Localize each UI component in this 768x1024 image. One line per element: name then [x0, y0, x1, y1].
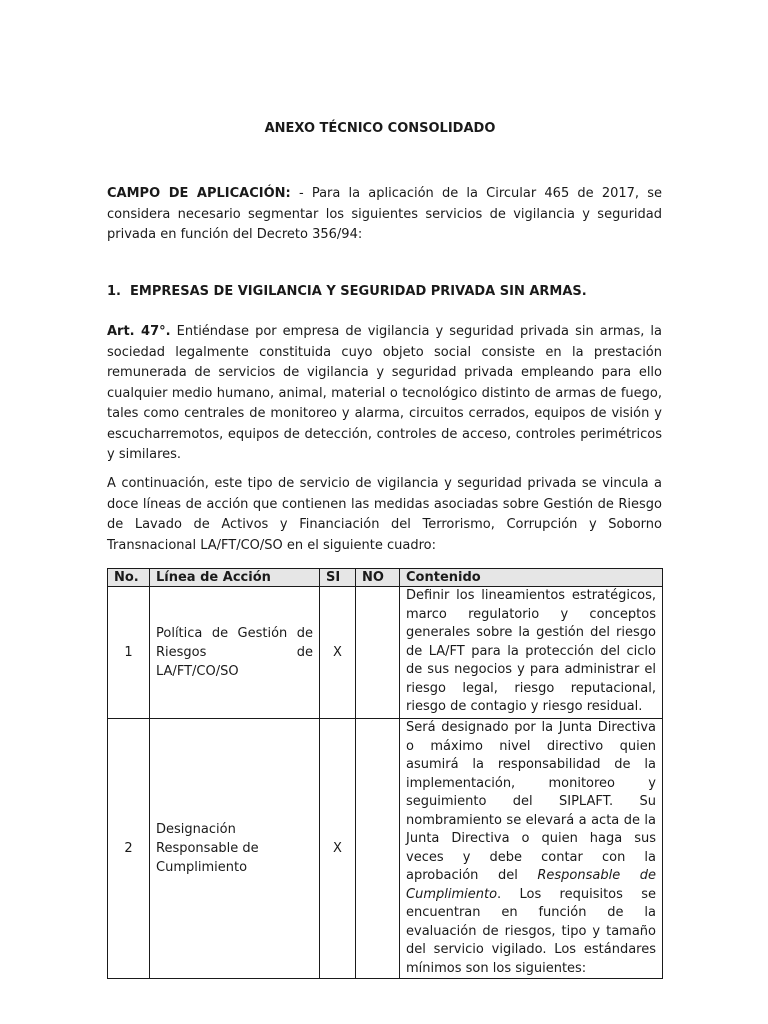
cell-si: X: [320, 587, 356, 719]
action-lines-table: [107, 568, 663, 979]
cell-contenido: [400, 719, 663, 979]
cell-linea: Política de Gestión de Riesgos de LA/FT/CO/SO: [150, 587, 320, 719]
table-row: [108, 719, 663, 979]
article-label: Art. 47°.: [107, 324, 171, 339]
article-text: Entiéndase por empresa de vigilancia y seguridad privada sin armas, la sociedad legalmente constituida cuyo objeto social consiste en la prestación remunerada de servicios de vigilancia y seguridad privada empleando para ello cualquier medio humano, animal, material o tecnológico distinto de armas de fuego, tales como centrales de monitoreo y alarma, circuitos cerrados, equipos de visión y escucharremotos, equipos de detección, controles de acceso, controles perimétricos y similares.: [107, 324, 662, 462]
cell-nocol: [356, 587, 400, 719]
header-si: SI: [320, 569, 356, 587]
contenido-part-a: Será designado por la Junta Directiva o máximo nivel directivo quien asumirá la responsabilidad de la implementación, monitoreo y seguimiento del SIPLAFT. Su nombramiento se elevará a acta de la Junta Directiva o quien haga sus veces y debe contar con la aprobación del: [406, 720, 656, 883]
article-paragraph: [107, 322, 662, 466]
header-contenido: Contenido: [400, 569, 663, 587]
cell-contenido: Definir los lineamientos estratégicos, marco regulatorio y conceptos generales sobre la gestión del riesgo de LA/FT para la protección del ciclo de sus negocios y para administrar el riesgo legal, riesgo reputacional, riesgo de contagio y riesgo residual.: [400, 587, 663, 719]
table-header-row: [108, 569, 663, 587]
document-title: ANEXO TÉCNICO CONSOLIDADO: [264, 121, 496, 136]
contenido-emphasis: Responsable de Cumplimiento: [406, 868, 656, 902]
campo-text: - Para la aplicación de la Circular 465 de 2017, se considera necesario segmentar los siguientes servicios de vigilancia y seguridad privada en función del Decreto 356/94:: [107, 186, 662, 242]
continuation-paragraph: A continuación, este tipo de servicio de vigilancia y seguridad privada se vincula a doce líneas de acción que contienen las medidas asociadas sobre Gestión de Riesgo de Lavado de Activos y Financiación del Terrorismo, Corrupción y Soborno Transnacional LA/FT/CO/SO en el siguiente cuadro:: [107, 476, 662, 553]
section-heading: [107, 284, 587, 299]
cell-nocol: [356, 719, 400, 979]
cell-si: X: [320, 719, 356, 979]
table-row: [108, 587, 663, 719]
section-heading-text: EMPRESAS DE VIGILANCIA Y SEGURIDAD PRIVADA SIN ARMAS.: [130, 284, 587, 299]
cell-no: 2: [108, 719, 150, 979]
campo-paragraph: [107, 184, 662, 246]
cell-linea: Designación Responsable de Cumplimiento: [150, 719, 320, 979]
campo-label: CAMPO DE APLICACIÓN:: [107, 186, 291, 201]
section-number: 1.: [107, 284, 121, 299]
header-linea: Línea de Acción: [150, 569, 320, 587]
cell-no: 1: [108, 587, 150, 719]
header-nocol: NO: [356, 569, 400, 587]
contenido-part-b: . Los requisitos se encuentran en función de la evaluación de riesgos, tipo y tamaño del servicio vigilado. Los estándares mínimos son los siguientes:: [406, 886, 656, 976]
header-no: No.: [108, 569, 150, 587]
